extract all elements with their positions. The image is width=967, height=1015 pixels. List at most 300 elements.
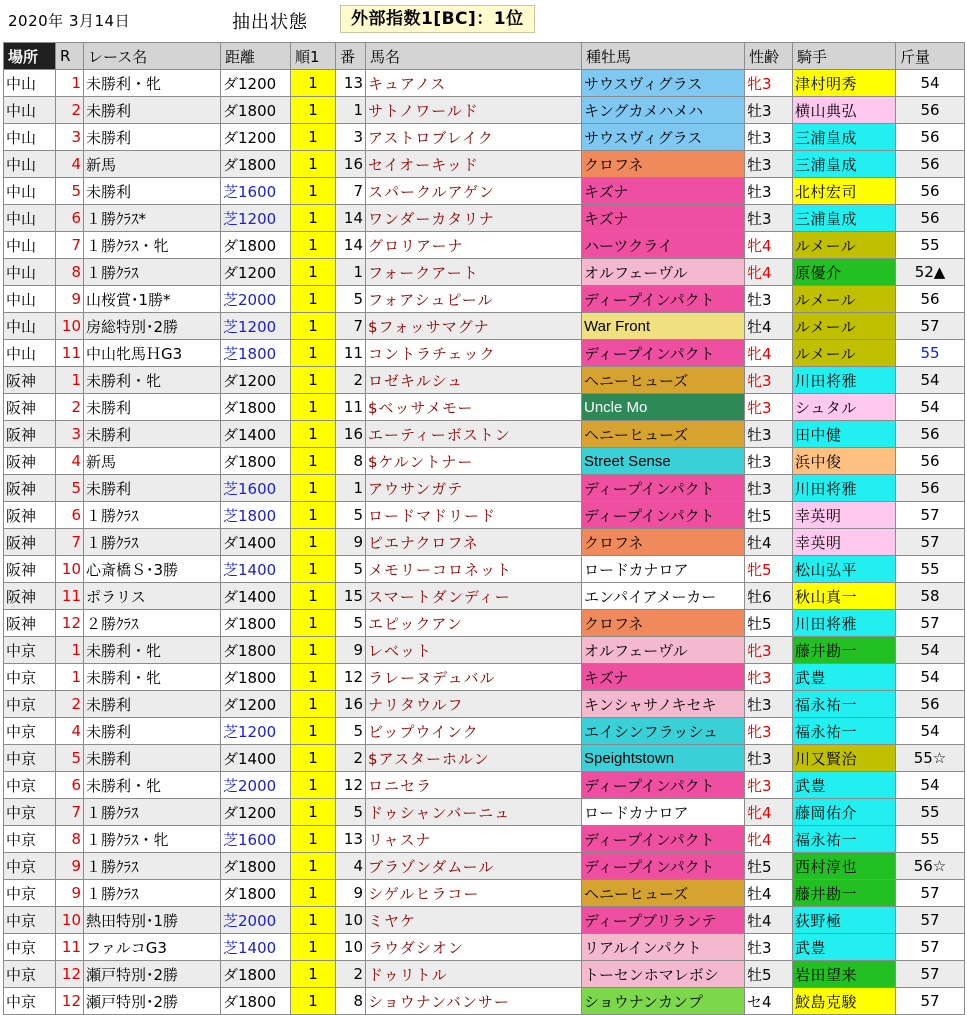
sire-cell: サウスヴィグラス: [582, 124, 745, 151]
jockey-cell: 幸英明: [793, 502, 896, 529]
weight-cell: 54: [896, 772, 965, 799]
race-number-cell: 11: [56, 583, 84, 610]
distance-cell: 芝1600: [221, 475, 291, 502]
jockey-cell: 三浦皇成: [793, 151, 896, 178]
horse-number-cell: 13: [336, 70, 366, 97]
table-row[interactable]: [4, 151, 965, 178]
sex-age-cell: 牡3: [745, 205, 793, 232]
jockey-cell: 川又賢治: [793, 745, 896, 772]
sire-cell: ロードカナロア: [582, 556, 745, 583]
sex-age-cell: 牡5: [745, 853, 793, 880]
place-cell: 中山: [4, 151, 56, 178]
horse-number-cell: 10: [336, 907, 366, 934]
race-name-cell: ファルコG3: [84, 934, 221, 961]
sire-cell: War Front: [582, 313, 745, 340]
horse-number-cell: 9: [336, 637, 366, 664]
horse-number-cell: 5: [336, 556, 366, 583]
horse-number-cell: 5: [336, 502, 366, 529]
weight-cell: 57: [896, 907, 965, 934]
distance-cell: ダ1400: [221, 529, 291, 556]
rank-cell: 1: [291, 556, 336, 583]
horse-number-cell: 5: [336, 610, 366, 637]
sex-age-cell: 牝5: [745, 556, 793, 583]
horse-name-cell: リャスナ: [366, 826, 582, 853]
sex-age-cell: 牡3: [745, 97, 793, 124]
distance-cell: ダ1800: [221, 151, 291, 178]
place-cell: 中京: [4, 637, 56, 664]
race-number-cell: 6: [56, 205, 84, 232]
distance-cell: ダ1200: [221, 691, 291, 718]
place-cell: 中山: [4, 232, 56, 259]
jockey-cell: 川田将雅: [793, 367, 896, 394]
place-cell: 阪神: [4, 556, 56, 583]
sire-cell: ディープインパクト: [582, 853, 745, 880]
table-row[interactable]: [4, 259, 965, 286]
sex-age-cell: 牡3: [745, 124, 793, 151]
horse-number-cell: 12: [336, 772, 366, 799]
table-row[interactable]: [4, 772, 965, 799]
horse-name-cell: フォアシュピール: [366, 286, 582, 313]
rank-cell: 1: [291, 151, 336, 178]
place-cell: 中京: [4, 772, 56, 799]
race-number-cell: 12: [56, 961, 84, 988]
table-row[interactable]: [4, 502, 965, 529]
column-header[interactable]: 性齢: [745, 43, 793, 70]
sex-age-cell: 牝4: [745, 232, 793, 259]
jockey-cell: ルメール: [793, 232, 896, 259]
race-name-cell: 未勝利: [84, 691, 221, 718]
distance-cell: 芝1400: [221, 934, 291, 961]
horse-number-cell: 2: [336, 745, 366, 772]
sex-age-cell: 牝4: [745, 799, 793, 826]
weight-cell: 57: [896, 961, 965, 988]
weight-cell: 57: [896, 529, 965, 556]
sex-age-cell: 牡3: [745, 178, 793, 205]
weight-cell: 55: [896, 826, 965, 853]
race-number-cell: 3: [56, 421, 84, 448]
race-name-cell: 房総特別･2勝: [84, 313, 221, 340]
sex-age-cell: 牝3: [745, 664, 793, 691]
table-row[interactable]: [4, 340, 965, 367]
race-number-cell: 7: [56, 529, 84, 556]
horse-number-cell: 1: [336, 475, 366, 502]
horse-name-cell: ラウダシオン: [366, 934, 582, 961]
horse-name-cell: ロードマドリード: [366, 502, 582, 529]
sire-cell: Street Sense: [582, 448, 745, 475]
weight-cell: 55☆: [896, 745, 965, 772]
horse-name-cell: ミヤケ: [366, 907, 582, 934]
race-name-cell: １勝ｸﾗｽ*: [84, 205, 221, 232]
sire-cell: ヘニーヒューズ: [582, 367, 745, 394]
weight-cell: 57: [896, 313, 965, 340]
jockey-cell: 藤岡佑介: [793, 799, 896, 826]
horse-number-cell: 3: [336, 124, 366, 151]
table-row[interactable]: [4, 421, 965, 448]
weight-cell: 55: [896, 340, 965, 367]
sire-cell: キズナ: [582, 664, 745, 691]
race-name-cell: 未勝利: [84, 124, 221, 151]
sex-age-cell: 牡3: [745, 448, 793, 475]
race-name-cell: 未勝利・牝: [84, 664, 221, 691]
horse-number-cell: 15: [336, 583, 366, 610]
sex-age-cell: 牡5: [745, 961, 793, 988]
jockey-cell: 原優介: [793, 259, 896, 286]
column-header[interactable]: 順1: [291, 43, 336, 70]
weight-cell: 55: [896, 556, 965, 583]
distance-cell: ダ1800: [221, 394, 291, 421]
sire-cell: Speightstown: [582, 745, 745, 772]
table-row[interactable]: [4, 664, 965, 691]
sex-age-cell: 牡3: [745, 286, 793, 313]
rank-cell: 1: [291, 934, 336, 961]
condition-badge: 外部指数1[BC]：1位: [340, 5, 535, 33]
place-cell: 中京: [4, 961, 56, 988]
table-row[interactable]: [4, 529, 965, 556]
race-name-cell: 未勝利・牝: [84, 70, 221, 97]
rank-cell: 1: [291, 70, 336, 97]
race-number-cell: 10: [56, 556, 84, 583]
horse-name-cell: ロニセラ: [366, 772, 582, 799]
rank-cell: 1: [291, 853, 336, 880]
weight-cell: 56: [896, 178, 965, 205]
rank-cell: 1: [291, 340, 336, 367]
horse-number-cell: 9: [336, 880, 366, 907]
race-name-cell: ポラリス: [84, 583, 221, 610]
distance-cell: ダ1800: [221, 637, 291, 664]
horse-name-cell: コントラチェック: [366, 340, 582, 367]
jockey-cell: 津村明秀: [793, 70, 896, 97]
weight-cell: 57: [896, 988, 965, 1015]
distance-cell: 芝2000: [221, 907, 291, 934]
place-cell: 中京: [4, 718, 56, 745]
place-cell: 阪神: [4, 502, 56, 529]
table-row[interactable]: [4, 367, 965, 394]
column-header[interactable]: 種牡馬: [582, 43, 745, 70]
place-cell: 阪神: [4, 448, 56, 475]
race-name-cell: 未勝利: [84, 718, 221, 745]
table-row[interactable]: [4, 475, 965, 502]
race-number-cell: 4: [56, 448, 84, 475]
table-row[interactable]: [4, 907, 965, 934]
distance-cell: ダ1800: [221, 232, 291, 259]
jockey-cell: 松山弘平: [793, 556, 896, 583]
table-row[interactable]: [4, 232, 965, 259]
jockey-cell: 川田将雅: [793, 475, 896, 502]
table-row[interactable]: [4, 448, 965, 475]
race-name-cell: 未勝利: [84, 97, 221, 124]
horse-number-cell: 11: [336, 340, 366, 367]
rank-cell: 1: [291, 826, 336, 853]
table-row[interactable]: [4, 610, 965, 637]
jockey-cell: 武豊: [793, 772, 896, 799]
horse-name-cell: フォークアート: [366, 259, 582, 286]
race-number-cell: 1: [56, 637, 84, 664]
race-name-cell: 未勝利・牝: [84, 637, 221, 664]
table-row[interactable]: [4, 961, 965, 988]
place-cell: 中京: [4, 664, 56, 691]
horse-number-cell: 5: [336, 718, 366, 745]
place-cell: 阪神: [4, 583, 56, 610]
table-body: [4, 70, 965, 1015]
weight-cell: 52▲: [896, 259, 965, 286]
place-cell: 阪神: [4, 475, 56, 502]
race-name-cell: １勝ｸﾗｽ・牝: [84, 232, 221, 259]
sire-cell: ハーツクライ: [582, 232, 745, 259]
column-header[interactable]: レース名: [84, 43, 221, 70]
weight-cell: 56: [896, 97, 965, 124]
place-cell: 中山: [4, 259, 56, 286]
race-name-cell: １勝ｸﾗｽ・牝: [84, 826, 221, 853]
sire-cell: キンシャサノキセキ: [582, 691, 745, 718]
place-cell: 阪神: [4, 610, 56, 637]
horse-number-cell: 7: [336, 313, 366, 340]
horse-name-cell: ドゥシャンバーニュ: [366, 799, 582, 826]
rank-cell: 1: [291, 475, 336, 502]
sex-age-cell: 牝3: [745, 70, 793, 97]
horse-number-cell: 7: [336, 178, 366, 205]
column-header[interactable]: R: [56, 43, 84, 70]
horse-name-cell: エーティーボストン: [366, 421, 582, 448]
distance-cell: 芝1200: [221, 313, 291, 340]
distance-cell: 芝1200: [221, 718, 291, 745]
sire-cell: キズナ: [582, 205, 745, 232]
jockey-cell: 荻野極: [793, 907, 896, 934]
sex-age-cell: 牡5: [745, 502, 793, 529]
horse-number-cell: 16: [336, 421, 366, 448]
horse-name-cell: ブラゾンダムール: [366, 853, 582, 880]
sire-cell: クロフネ: [582, 529, 745, 556]
distance-cell: ダ1200: [221, 124, 291, 151]
table-row[interactable]: [4, 556, 965, 583]
race-number-cell: 1: [56, 70, 84, 97]
horse-number-cell: 16: [336, 691, 366, 718]
race-number-cell: 5: [56, 745, 84, 772]
place-cell: 中山: [4, 124, 56, 151]
table-row[interactable]: [4, 583, 965, 610]
distance-cell: ダ1200: [221, 367, 291, 394]
rank-cell: 1: [291, 664, 336, 691]
column-header[interactable]: 番: [336, 43, 366, 70]
horse-name-cell: $フォッサマグナ: [366, 313, 582, 340]
sire-cell: ヘニーヒューズ: [582, 880, 745, 907]
horse-name-cell: $アスターホルン: [366, 745, 582, 772]
weight-cell: 54: [896, 70, 965, 97]
weight-cell: 57: [896, 880, 965, 907]
jockey-cell: シュタル: [793, 394, 896, 421]
table-row[interactable]: [4, 718, 965, 745]
weight-cell: 54: [896, 664, 965, 691]
race-number-cell: 9: [56, 880, 84, 907]
horse-number-cell: 12: [336, 664, 366, 691]
rank-cell: 1: [291, 880, 336, 907]
race-name-cell: 未勝利: [84, 475, 221, 502]
rank-cell: 1: [291, 907, 336, 934]
place-cell: 中山: [4, 313, 56, 340]
sire-cell: キズナ: [582, 178, 745, 205]
weight-cell: 57: [896, 502, 965, 529]
place-cell: 中京: [4, 988, 56, 1015]
sire-cell: ディープインパクト: [582, 475, 745, 502]
rank-cell: 1: [291, 745, 336, 772]
rank-cell: 1: [291, 583, 336, 610]
jockey-cell: 浜中俊: [793, 448, 896, 475]
table-row[interactable]: [4, 70, 965, 97]
table-row[interactable]: [4, 826, 965, 853]
race-number-cell: 7: [56, 232, 84, 259]
date-label: 2020年 3月14日: [8, 12, 131, 30]
column-header[interactable]: 斤量: [896, 43, 965, 70]
place-cell: 阪神: [4, 367, 56, 394]
weight-cell: 56: [896, 151, 965, 178]
place-cell: 阪神: [4, 529, 56, 556]
rank-cell: 1: [291, 961, 336, 988]
horse-number-cell: 5: [336, 286, 366, 313]
jockey-cell: ルメール: [793, 286, 896, 313]
race-number-cell: 10: [56, 907, 84, 934]
table-row[interactable]: [4, 394, 965, 421]
table-row[interactable]: [4, 637, 965, 664]
race-number-cell: 10: [56, 313, 84, 340]
race-name-cell: 瀬戸特別･2勝: [84, 988, 221, 1015]
horse-name-cell: ナリタウルフ: [366, 691, 582, 718]
horse-name-cell: レベット: [366, 637, 582, 664]
column-header[interactable]: 騎手: [793, 43, 896, 70]
sex-age-cell: 牝3: [745, 367, 793, 394]
sire-cell: ディープインパクト: [582, 826, 745, 853]
table-row[interactable]: [4, 691, 965, 718]
sire-cell: ディープインパクト: [582, 772, 745, 799]
sex-age-cell: 牡3: [745, 475, 793, 502]
rank-cell: 1: [291, 529, 336, 556]
distance-cell: ダ1200: [221, 259, 291, 286]
jockey-cell: 横山典弘: [793, 97, 896, 124]
table-row[interactable]: [4, 799, 965, 826]
race-name-cell: １勝ｸﾗｽ: [84, 880, 221, 907]
sire-cell: ショウナンカンプ: [582, 988, 745, 1015]
jockey-cell: 武豊: [793, 934, 896, 961]
rank-cell: 1: [291, 205, 336, 232]
horse-name-cell: ワンダーカタリナ: [366, 205, 582, 232]
place-cell: 中山: [4, 70, 56, 97]
table-row[interactable]: [4, 286, 965, 313]
race-number-cell: 11: [56, 340, 84, 367]
race-number-cell: 2: [56, 97, 84, 124]
rank-cell: 1: [291, 448, 336, 475]
sex-age-cell: 牝4: [745, 826, 793, 853]
column-header[interactable]: 場所: [4, 43, 56, 70]
weight-cell: 54: [896, 637, 965, 664]
race-number-cell: 5: [56, 475, 84, 502]
sex-age-cell: 牝3: [745, 637, 793, 664]
jockey-cell: 幸英明: [793, 529, 896, 556]
horse-name-cell: キュアノス: [366, 70, 582, 97]
sire-cell: ヘニーヒューズ: [582, 421, 745, 448]
sire-cell: ロードカナロア: [582, 799, 745, 826]
race-name-cell: 山桜賞･1勝*: [84, 286, 221, 313]
table-row[interactable]: [4, 97, 965, 124]
race-number-cell: 4: [56, 151, 84, 178]
header-bar: [0, 0, 967, 42]
horse-number-cell: 2: [336, 367, 366, 394]
table-row[interactable]: [4, 988, 965, 1015]
distance-cell: ダ1200: [221, 70, 291, 97]
place-cell: 中京: [4, 799, 56, 826]
race-number-cell: 4: [56, 718, 84, 745]
race-number-cell: 7: [56, 799, 84, 826]
table-row[interactable]: [4, 178, 965, 205]
table-row[interactable]: [4, 934, 965, 961]
distance-cell: ダ1800: [221, 610, 291, 637]
sex-age-cell: 牝3: [745, 772, 793, 799]
sire-cell: エイシンフラッシュ: [582, 718, 745, 745]
race-name-cell: 未勝利: [84, 745, 221, 772]
horse-name-cell: シゲルヒラコー: [366, 880, 582, 907]
table-row[interactable]: [4, 745, 965, 772]
race-name-cell: 未勝利・牝: [84, 367, 221, 394]
weight-cell: 56: [896, 205, 965, 232]
weight-cell: 56: [896, 691, 965, 718]
sire-cell: ディープインパクト: [582, 502, 745, 529]
horse-name-cell: $ベッサメモー: [366, 394, 582, 421]
table-row[interactable]: [4, 205, 965, 232]
horse-number-cell: 2: [336, 961, 366, 988]
sex-age-cell: 牝4: [745, 340, 793, 367]
rank-cell: 1: [291, 394, 336, 421]
table-row[interactable]: [4, 880, 965, 907]
weight-cell: 56☆: [896, 853, 965, 880]
race-name-cell: 未勝利・牝: [84, 772, 221, 799]
column-header[interactable]: 距離: [221, 43, 291, 70]
race-name-cell: 未勝利: [84, 394, 221, 421]
race-number-cell: 1: [56, 367, 84, 394]
table-row[interactable]: [4, 853, 965, 880]
rank-cell: 1: [291, 610, 336, 637]
race-name-cell: 未勝利: [84, 421, 221, 448]
rank-cell: 1: [291, 637, 336, 664]
rank-cell: 1: [291, 799, 336, 826]
rank-cell: 1: [291, 124, 336, 151]
race-number-cell: 12: [56, 988, 84, 1015]
race-name-cell: ２勝ｸﾗｽ: [84, 610, 221, 637]
sire-cell: クロフネ: [582, 610, 745, 637]
rank-cell: 1: [291, 178, 336, 205]
sire-cell: トーセンホマレボシ: [582, 961, 745, 988]
header-row: [4, 43, 965, 70]
race-name-cell: 新馬: [84, 448, 221, 475]
distance-cell: ダ1800: [221, 961, 291, 988]
distance-cell: 芝2000: [221, 772, 291, 799]
table-row[interactable]: [4, 313, 965, 340]
race-number-cell: 12: [56, 610, 84, 637]
sex-age-cell: 牡4: [745, 880, 793, 907]
column-header[interactable]: 馬名: [366, 43, 582, 70]
jockey-cell: 鮫島克駿: [793, 988, 896, 1015]
horse-number-cell: 9: [336, 529, 366, 556]
horse-number-cell: 4: [336, 853, 366, 880]
rank-cell: 1: [291, 259, 336, 286]
race-number-cell: 6: [56, 772, 84, 799]
horse-number-cell: 1: [336, 97, 366, 124]
sex-age-cell: セ4: [745, 988, 793, 1015]
sire-cell: サウスヴィグラス: [582, 70, 745, 97]
horse-name-cell: ラレーヌデュバル: [366, 664, 582, 691]
jockey-cell: 川田将雅: [793, 610, 896, 637]
weight-cell: 54: [896, 394, 965, 421]
horse-name-cell: サトノワールド: [366, 97, 582, 124]
table-row[interactable]: [4, 124, 965, 151]
race-number-cell: 2: [56, 691, 84, 718]
jockey-cell: 岩田望来: [793, 961, 896, 988]
